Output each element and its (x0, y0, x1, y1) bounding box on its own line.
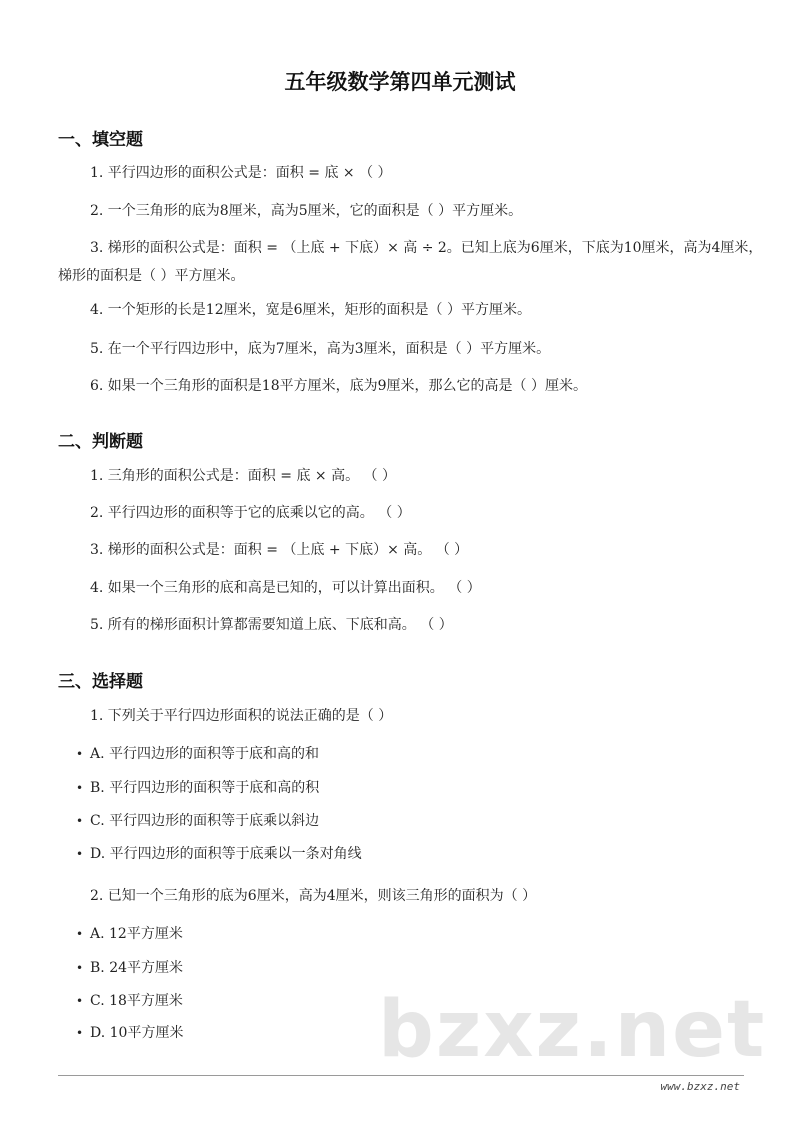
option-text: A. 平行四边形的面积等于底和高的和 (90, 746, 320, 762)
bullet-icon: • (76, 961, 84, 975)
choice-option (76, 923, 183, 943)
choice-question-1: 1. 下列关于平行四边形面积的说法正确的是（ ） (90, 708, 393, 724)
bullet-icon: • (76, 927, 84, 941)
bullet-icon: • (76, 1026, 84, 1040)
option-text: D. 平行四边形的面积等于底乘以一条对角线 (90, 846, 362, 862)
bullet-icon: • (76, 994, 84, 1008)
judge-question-3: 3. 梯形的面积公式是：面积 = （上底 + 下底）× 高。 （ ） (90, 542, 469, 558)
bullet-icon: • (76, 814, 84, 828)
option-text: D. 10平方厘米 (90, 1025, 184, 1041)
choice-option (76, 990, 183, 1010)
choice-question-2: 2. 已知一个三角形的底为6厘米，高为4厘米，则该三角形的面积为（ ） (90, 888, 537, 904)
section-heading-fill-in: 一、填空题 (58, 130, 143, 150)
footer-url: www.bzxz.net (660, 1080, 740, 1093)
fill-question-6: 6. 如果一个三角形的面积是18平方厘米，底为9厘米，那么它的高是（ ）厘米。 (90, 378, 587, 394)
choice-option (76, 810, 319, 830)
bullet-icon: • (76, 847, 84, 861)
choice-option (76, 843, 362, 863)
bullet-icon: • (76, 781, 84, 795)
choice-option (76, 777, 319, 797)
fill-question-1: 1. 平行四边形的面积公式是：面积 = 底 × （ ） (90, 165, 392, 181)
option-text: B. 24平方厘米 (90, 960, 184, 976)
page-title: 五年级数学第四单元测试 (284, 70, 516, 94)
choice-option (76, 957, 183, 977)
fill-question-4: 4. 一个矩形的长是12厘米，宽是6厘米，矩形的面积是（ ）平方厘米。 (90, 302, 531, 318)
section-heading-multiple-choice: 三、选择题 (58, 672, 143, 692)
option-text: C. 平行四边形的面积等于底乘以斜边 (90, 813, 320, 829)
choice-option (76, 1022, 183, 1042)
option-text: B. 平行四边形的面积等于底和高的积 (90, 780, 320, 796)
fill-question-5: 5. 在一个平行四边形中，底为7厘米，高为3厘米，面积是（ ）平方厘米。 (90, 341, 551, 357)
judge-question-2: 2. 平行四边形的面积等于它的底乘以它的高。 （ ） (90, 505, 411, 521)
choice-option (76, 743, 319, 763)
fill-question-3: 3. 梯形的面积公式是：面积 = （上底 + 下底）× 高 ÷ 2。已知上底为6厘米，下底为10厘米，高为4厘米，梯形的面积是（ ）平方厘米。 (58, 240, 763, 284)
judge-question-1: 1. 三角形的面积公式是：面积 = 底 × 高。 （ ） (90, 468, 396, 484)
option-text: C. 18平方厘米 (90, 993, 183, 1009)
fill-question-2: 2. 一个三角形的底为8厘米，高为5厘米，它的面积是（ ）平方厘米。 (90, 203, 523, 219)
footer-divider (58, 1075, 744, 1076)
section-heading-true-false: 二、判断题 (58, 432, 143, 452)
option-text: A. 12平方厘米 (90, 926, 183, 942)
bullet-icon: • (76, 747, 84, 761)
watermark: bzxz.net (378, 985, 767, 1075)
judge-question-4: 4. 如果一个三角形的底和高是已知的，可以计算出面积。 （ ） (90, 580, 481, 596)
judge-question-5: 5. 所有的梯形面积计算都需要知道上底、下底和高。 （ ） (90, 617, 453, 633)
